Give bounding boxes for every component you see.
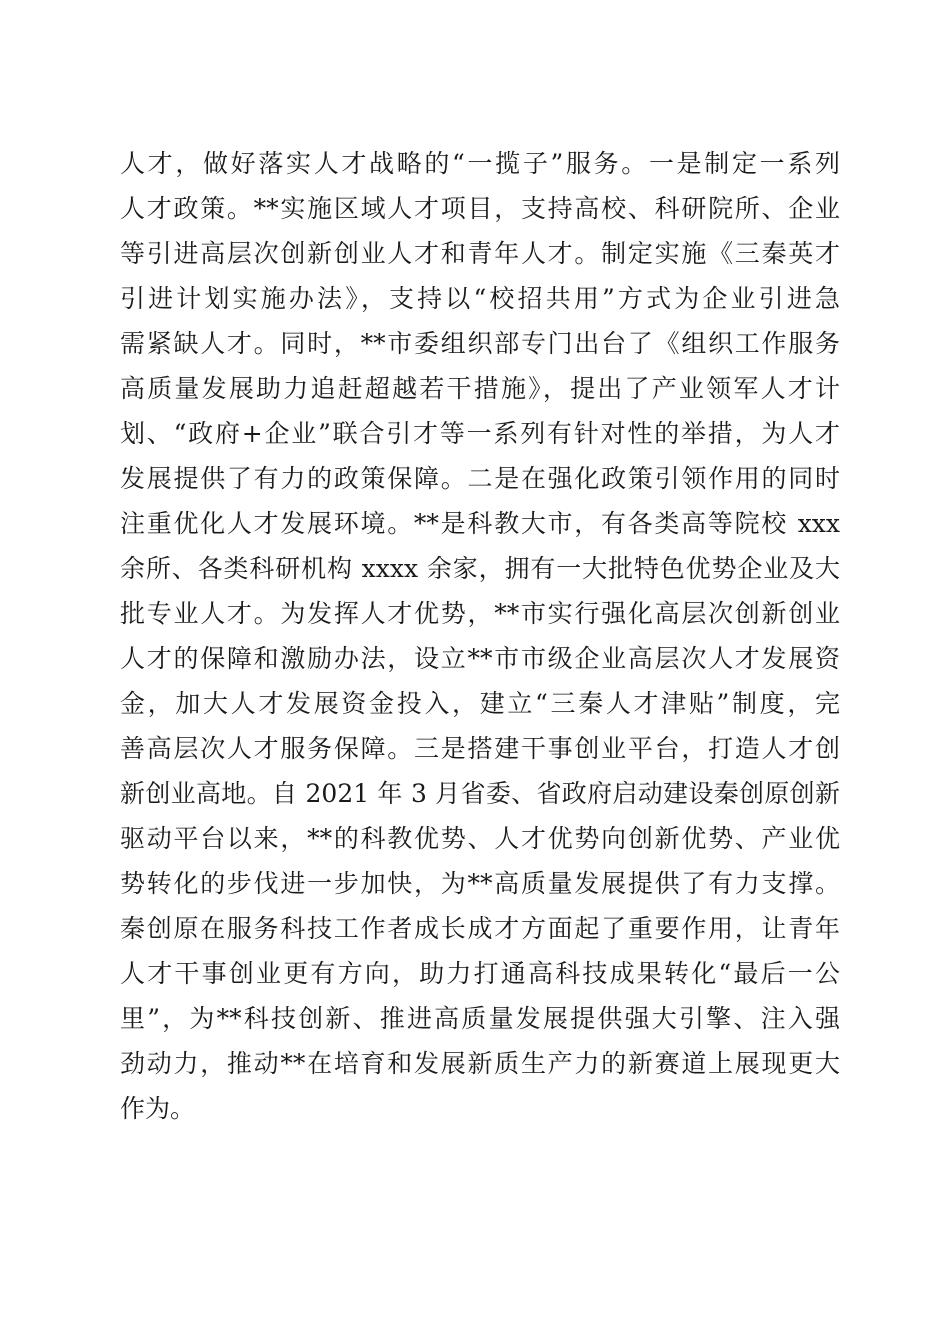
text-line: 里”，为**科技创新、推进高质量发展提供强大引擎、注入强 xyxy=(120,1004,840,1033)
text-line: 金，加大人才发展资金投入，建立“三秦人才津贴”制度，完 xyxy=(120,689,840,718)
text-line: 划、“政府+企业”联合引才等一系列有针对性的举措，为人才 xyxy=(120,419,840,448)
text-line: 引进计划实施办法》，支持以“校招共用”方式为企业引进急 xyxy=(120,284,840,313)
text-line: 余所、各类科研机构 xxxx 余家，拥有一大批特色优势企业及大 xyxy=(120,554,840,583)
text-line: 秦创原在服务科技工作者成长成才方面起了重要作用，让青年 xyxy=(120,914,840,943)
text-line: 高质量发展助力追赶超越若干措施》，提出了产业领军人才计 xyxy=(120,374,840,403)
text-line-last: 作为。 xyxy=(120,1094,196,1123)
text-line: 势转化的步伐进一步加快，为**高质量发展提供了有力支撑。 xyxy=(120,869,840,898)
text-line: 劲动力，推动**在培育和发展新质生产力的新赛道上展现更大 xyxy=(120,1049,840,1078)
text-line: 人才干事创业更有方向，助力打通高科技成果转化“最后一公 xyxy=(120,959,840,988)
text-line: 发展提供了有力的政策保障。二是在强化政策引领作用的同时 xyxy=(120,464,840,493)
text-line: 新创业高地。自 2021 年 3 月省委、省政府启动建设秦创原创新 xyxy=(120,779,840,808)
text-line: 善高层次人才服务保障。三是搭建干事创业平台，打造人才创 xyxy=(120,734,840,763)
text-line: 人才的保障和激励办法，设立**市市级企业高层次人才发展资 xyxy=(120,644,840,673)
text-line: 等引进高层次创新创业人才和青年人才。制定实施《三秦英才 xyxy=(120,239,840,268)
text-line: 需紧缺人才。同时，**市委组织部专门出台了《组织工作服务 xyxy=(120,329,840,358)
body-paragraph xyxy=(120,141,840,1131)
text-line: 人才政策。**实施区域人才项目，支持高校、科研院所、企业 xyxy=(120,194,840,223)
text-line: 人才，做好落实人才战略的“一揽子”服务。一是制定一系列 xyxy=(120,149,840,178)
text-line: 注重优化人才发展环境。**是科教大市，有各类高等院校 xxx xyxy=(120,509,840,538)
text-line: 批专业人才。为发挥人才优势，**市实行强化高层次创新创业 xyxy=(120,599,840,628)
text-line: 驱动平台以来，**的科教优势、人才优势向创新优势、产业优 xyxy=(120,824,840,853)
